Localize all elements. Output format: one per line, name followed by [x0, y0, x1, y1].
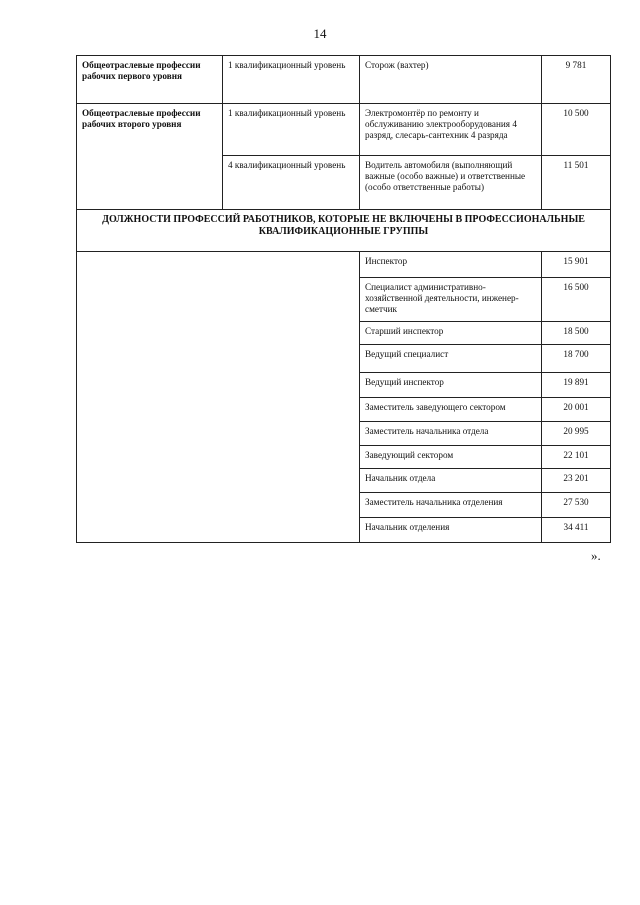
section-row [77, 210, 611, 252]
salary-cell: 27 530 [542, 493, 611, 518]
salary-table [76, 55, 611, 543]
position-cell: Начальник отделения [360, 518, 542, 543]
table-row [77, 56, 611, 104]
salary-cell: 20 995 [542, 422, 611, 446]
level-cell: 1 квалификационный уровень [223, 56, 360, 104]
position-cell: Заместитель заведующего сектором [360, 398, 542, 422]
group-cell: Общеотраслевые профессии рабочих первого уровня [77, 56, 223, 104]
table-row [77, 252, 611, 278]
salary-cell: 18 700 [542, 345, 611, 373]
closing-quote-mark: ». [591, 548, 601, 563]
level-cell: 4 квалификационный уровень [223, 156, 360, 210]
salary-cell: 18 500 [542, 322, 611, 345]
position-cell: Инспектор [360, 252, 542, 278]
position-cell: Специалист административно-хозяйственной деятельности, инженер-сметчик [360, 278, 542, 322]
salary-cell: 16 500 [542, 278, 611, 322]
salary-cell: 19 891 [542, 373, 611, 398]
position-cell: Старший инспектор [360, 322, 542, 345]
page-number: 14 [313, 26, 327, 41]
empty-cell [77, 252, 360, 543]
position-cell: Ведущий специалист [360, 345, 542, 373]
salary-cell: 9 781 [542, 56, 611, 104]
salary-cell: 11 501 [542, 156, 611, 210]
group-cell: Общеотраслевые профессии рабочих второго уровня [77, 104, 223, 210]
position-cell: Ведущий инспектор [360, 373, 542, 398]
level-cell: 1 квалификационный уровень [223, 104, 360, 156]
salary-cell: 23 201 [542, 469, 611, 493]
table-row [77, 104, 611, 156]
salary-cell: 20 001 [542, 398, 611, 422]
salary-cell: 34 411 [542, 518, 611, 543]
section-title: ДОЛЖНОСТИ ПРОФЕССИЙ РАБОТНИКОВ, КОТОРЫЕ НЕ ВКЛЮЧЕНЫ В ПРОФЕССИОНАЛЬНЫЕ КВАЛИФИКАЦИОННЫЕ ГРУППЫ [77, 210, 611, 252]
salary-cell: 22 101 [542, 446, 611, 469]
position-cell: Водитель автомобиля (выполняющий важные (особо важные) и ответственные (особо ответственные работы) [360, 156, 542, 210]
position-cell: Начальник отдела [360, 469, 542, 493]
position-cell: Заведующий сектором [360, 446, 542, 469]
position-cell: Заместитель начальника отдела [360, 422, 542, 446]
position-cell: Электромонтёр по ремонту и обслуживанию электрооборудования 4 разряд, слесарь-сантехник 4 разряда [360, 104, 542, 156]
salary-cell: 10 500 [542, 104, 611, 156]
position-cell: Заместитель начальника отделения [360, 493, 542, 518]
position-cell: Сторож (вахтер) [360, 56, 542, 104]
salary-cell: 15 901 [542, 252, 611, 278]
